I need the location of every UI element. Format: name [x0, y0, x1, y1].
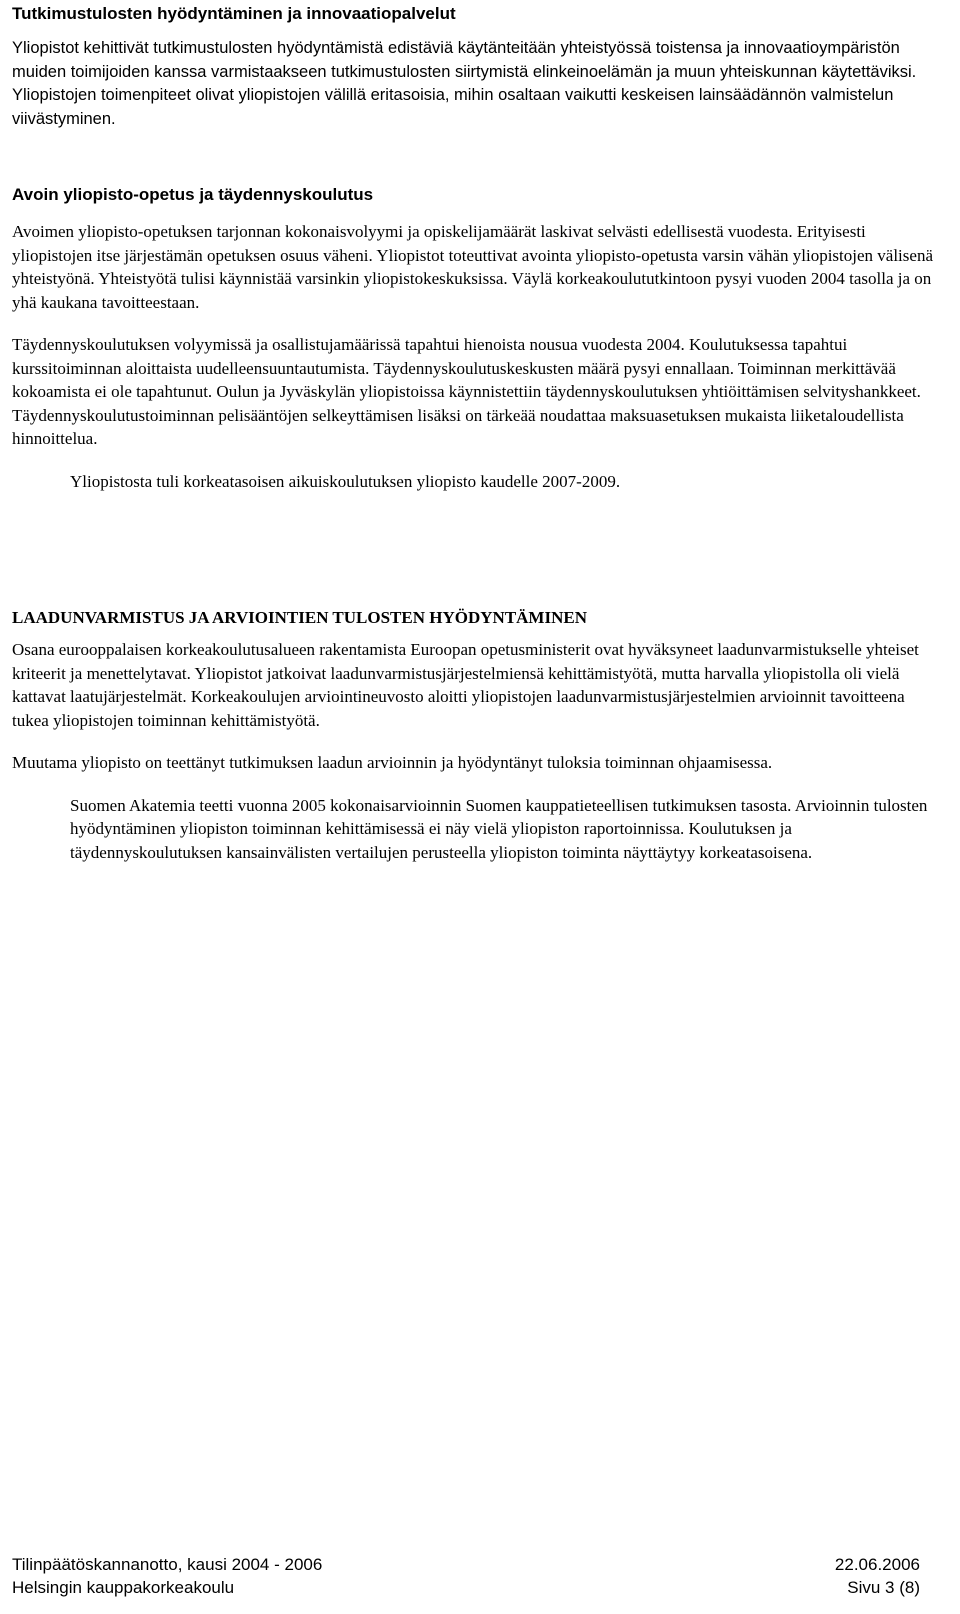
- footer-document-title: Tilinpäätöskannanotto, kausi 2004 - 2006: [12, 1555, 323, 1574]
- paragraph-indented: Suomen Akatemia teetti vuonna 2005 kokonaisarvioinnin Suomen kauppatieteellisen tutkimuksen tasosta. Arvioinnin tulosten hyödyntäminen yliopiston toiminnan kehittämisessä ei näy vielä yliopiston raportoinnissa. Koulutuksen ja täydennyskoulutuksen kansainvälisten vertailujen perusteella yliopiston toiminta näyttäytyy korkeatasoisena.: [70, 795, 928, 862]
- section-heading: Avoin yliopisto-opetus ja täydennyskoulutus: [12, 185, 374, 204]
- paragraph: Osana eurooppalaisen korkeakoulutusalueen rakentamista Euroopan opetusministerit ovat hyväksyneet laadunvarmistukselle yhteiset kriteerit ja menettelytavat. Yliopistot jatkoivat laadunvarmistusjärjestelmiensä kehittämistyötä, mutta harvalla yliopistolla oli vielä kattavat laatujärjestelmät. Korkeakoulujen arviointineuvosto aloitti yliopistojen laadunvarmistusjärjestelmien arvioinnit tavoitteena tukea yliopistojen toiminnan kehittämistyötä.: [12, 640, 919, 730]
- section-heading: LAADUNVARMISTUS JA ARVIOINTIEN TULOSTEN HYÖDYNTÄMINEN: [12, 608, 587, 627]
- section-heading: Tutkimustulosten hyödyntäminen ja innovaatiopalvelut: [12, 4, 456, 23]
- page-footer: [12, 1553, 920, 1599]
- footer-row: [12, 1553, 920, 1576]
- section-innovation: [12, 2, 937, 131]
- section-open-university: [12, 183, 937, 493]
- paragraph: Muutama yliopisto on teettänyt tutkimuksen laadun arvioinnin ja hyödyntänyt tuloksia toiminnan ohjaamisessa.: [12, 753, 773, 772]
- section-quality-assurance: [12, 606, 937, 864]
- footer-page-number: Sivu 3 (8): [847, 1578, 920, 1597]
- paragraph: Täydennyskoulutuksen volyymissä ja osallistujamäärissä tapahtui hienoista nousua vuodesta 2004. Koulutuksessa tapahtui kurssitoiminnan aloittaista uudelleensuuntautumista. Täydennyskoulutuskeskusten määrä pysyi ennallaan. Toiminnan merkittävää kokoamista ei ole tapahtunut. Oulun ja Jyväskylän yliopistoissa käynnistettiin täydennyskoulutuksen yhtiöittämisen selvityshankkeet. Täydennyskoulutustoiminnan pelisääntöjen selkeyttämisen lisäksi on tärkeää noudattaa maksuasetuksen mukaista liiketaloudellista hinnoittelua.: [12, 335, 921, 448]
- footer-organization: Helsingin kauppakorkeakoulu: [12, 1578, 235, 1597]
- footer-row: [12, 1576, 920, 1599]
- footer-date: 22.06.2006: [834, 1555, 920, 1574]
- paragraph: Yliopistot kehittivät tutkimustulosten hyödyntämistä edistäviä käytänteitään yhteistyössä toistensa ja innovaatioympäristön muiden toimijoiden kanssa varmistaakseen tutkimustulosten siirtymistä elinkeinoelämän ja muun yhteiskunnan käytettäviksi. Yliopistojen toimenpiteet olivat yliopistojen välillä eritasoisia, mihin osaltaan vaikutti keskeisen lainsäädännön valmistelun viivästyminen.: [12, 39, 917, 128]
- paragraph-indented: Yliopistosta tuli korkeatasoisen aikuiskoulutuksen yliopisto kaudelle 2007-2009.: [70, 471, 621, 491]
- paragraph: Avoimen yliopisto-opetuksen tarjonnan kokonaisvolyymi ja opiskelijamäärät laskivat selvästi edellisestä vuodesta. Erityisesti yliopistojen itse järjestämän opetuksen osuus väheni. Yliopistot toteuttivat avointa yliopisto-opetusta varsin vähän yliopistojen välisenä yhteistyönä. Yhteistyötä tulisi käynnistää varsinkin yliopistokeskuksissa. Väylä korkeakoulututkintoon pysyi vuoden 2004 tasolla ja on yhä kaukana tavoitteestaan.: [12, 222, 933, 312]
